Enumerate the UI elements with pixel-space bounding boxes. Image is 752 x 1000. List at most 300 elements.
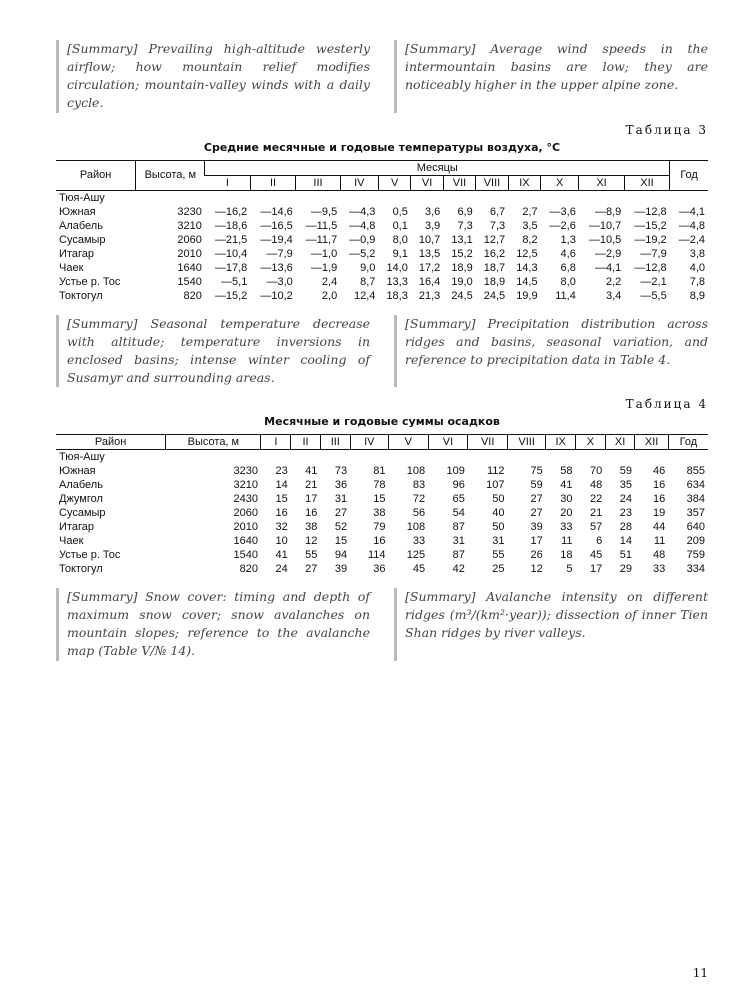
row-value: 12 <box>530 563 543 575</box>
row-value <box>378 190 410 205</box>
row-value: —2,1 <box>640 275 667 288</box>
row-value: 56 <box>412 507 426 519</box>
row-year <box>670 190 708 205</box>
table3-month-header: XI <box>579 175 624 190</box>
row-value: 25 <box>492 563 505 575</box>
table4-header-year: Год <box>668 435 708 450</box>
row-value: —15,2 <box>634 219 667 232</box>
row-value: —12,8 <box>634 205 667 218</box>
row-region: Алабель <box>59 219 103 232</box>
row-height: 2060 <box>233 507 258 519</box>
row-value: —10,7 <box>588 219 622 232</box>
row-value: 96 <box>452 479 465 491</box>
row-value: 38 <box>305 521 318 533</box>
row-value: 1,3 <box>560 233 576 246</box>
row-value <box>443 190 475 205</box>
row-year <box>668 450 708 465</box>
row-value: 6,8 <box>560 261 576 274</box>
row-height: 1640 <box>233 535 258 547</box>
table4-month-header: VIII <box>508 435 546 450</box>
row-value: —3,6 <box>549 205 576 218</box>
row-value: 6,7 <box>489 205 506 218</box>
row-value: 6 <box>596 535 603 547</box>
row-value: 81 <box>373 465 386 477</box>
row-value: —8,9 <box>594 205 622 218</box>
row-value: 16 <box>275 507 288 519</box>
table-row <box>56 534 708 548</box>
row-value: 18,9 <box>451 261 473 274</box>
row-value: 79 <box>373 521 386 533</box>
table4-header-region: Район <box>56 435 166 450</box>
row-value: 41 <box>305 465 318 477</box>
row-value: 125 <box>406 549 426 561</box>
row-value: 18,9 <box>483 275 506 288</box>
row-value: 10 <box>275 535 288 547</box>
row-value: —7,9 <box>640 247 667 260</box>
row-value: 36 <box>334 479 348 491</box>
row-value: 27 <box>530 507 543 519</box>
row-region: Тюя-Ашу <box>59 451 105 463</box>
row-value: 21,3 <box>418 289 441 302</box>
row-region: Токтогул <box>59 289 103 302</box>
row-value: 107 <box>486 479 505 491</box>
row-height: 820 <box>239 563 258 575</box>
row-height: 3210 <box>233 479 258 491</box>
row-value: 0,1 <box>392 219 408 232</box>
row-value <box>605 450 635 465</box>
top-left-summary: [Summary] Prevailing high-altitude westerly airflow; how mountain relief modifies circulation; mountain-valley winds with a daily cycle. <box>56 40 370 113</box>
row-value: 52 <box>334 521 348 533</box>
table3-month-header: IV <box>340 175 378 190</box>
row-value: 57 <box>589 521 603 533</box>
row-value: 4,6 <box>560 247 576 260</box>
row-height <box>136 190 205 205</box>
row-value: 70 <box>589 465 603 477</box>
row-value <box>546 450 576 465</box>
row-value: 83 <box>412 479 426 491</box>
table4-month-header: IV <box>350 435 388 450</box>
row-value <box>541 190 579 205</box>
row-value: 109 <box>446 465 465 477</box>
table3-month-header: V <box>378 175 410 190</box>
row-value <box>261 450 291 465</box>
row-height: 3230 <box>233 465 258 477</box>
table-row <box>56 205 708 219</box>
middle-text-columns <box>56 315 708 388</box>
row-value: 24 <box>619 493 632 505</box>
row-value: 30 <box>560 493 573 505</box>
row-value <box>476 190 508 205</box>
row-value: —10,5 <box>588 233 622 246</box>
table3-month-header: VIII <box>476 175 508 190</box>
table3-month-header: I <box>205 175 250 190</box>
table3-header-months: Месяцы <box>205 160 670 175</box>
row-value: 87 <box>452 521 465 533</box>
row-value: —16,5 <box>260 219 293 232</box>
row-value: 50 <box>492 521 505 533</box>
table4-month-header: I <box>261 435 291 450</box>
row-value: 15,2 <box>451 247 473 260</box>
row-value: 38 <box>373 507 386 519</box>
row-value: 16 <box>373 535 386 547</box>
row-value: —0,9 <box>349 233 376 246</box>
row-value: 13,5 <box>418 247 441 260</box>
row-value <box>508 190 540 205</box>
row-value: 17 <box>530 535 543 547</box>
row-region: Джумгол <box>59 493 103 505</box>
row-value: 19,0 <box>451 275 473 288</box>
row-value: 11 <box>561 535 573 547</box>
top-text-columns <box>56 40 708 113</box>
table3-month-header: VI <box>411 175 443 190</box>
row-value: —18,6 <box>214 219 248 232</box>
row-value <box>624 190 669 205</box>
row-value: —16,2 <box>214 205 248 218</box>
row-value: —13,6 <box>260 261 293 274</box>
row-value: —21,5 <box>214 233 248 246</box>
row-value: 114 <box>367 549 386 561</box>
row-value: 18,7 <box>483 261 506 274</box>
row-value: —19,4 <box>260 233 293 246</box>
row-region: Чаек <box>59 535 84 547</box>
row-year: 209 <box>686 535 705 547</box>
precipitation-table <box>56 434 708 576</box>
row-value: 15 <box>373 493 386 505</box>
temperature-table <box>56 160 708 303</box>
row-value: 32 <box>275 521 288 533</box>
row-value: 42 <box>452 563 465 575</box>
row-region: Алабель <box>59 479 103 491</box>
table4-month-header: XII <box>635 435 668 450</box>
row-region: Итагар <box>59 247 94 260</box>
row-value: 0,5 <box>392 205 408 218</box>
row-value: —7,9 <box>266 247 293 260</box>
row-year: 855 <box>686 465 705 477</box>
row-height: 1540 <box>177 275 202 288</box>
table4-month-header: IX <box>546 435 576 450</box>
row-region: Токтогул <box>59 563 103 575</box>
row-height <box>166 450 261 465</box>
table-row <box>56 219 708 233</box>
row-value: —11,7 <box>305 233 338 246</box>
row-value: 2,4 <box>321 275 338 288</box>
row-value: 45 <box>589 549 603 561</box>
row-value: 23 <box>275 465 288 477</box>
row-value: 14,5 <box>516 275 538 288</box>
row-value <box>428 450 468 465</box>
row-value <box>340 190 378 205</box>
table-row <box>56 247 708 261</box>
table-row <box>56 261 708 275</box>
row-value: 6,9 <box>457 205 473 218</box>
row-value: 87 <box>452 549 465 561</box>
row-value: 9,0 <box>360 261 376 274</box>
row-year: 384 <box>686 493 705 505</box>
row-year: 334 <box>686 563 705 575</box>
table-row <box>56 520 708 534</box>
table4-month-header: V <box>388 435 428 450</box>
row-value <box>205 190 250 205</box>
row-value <box>320 450 350 465</box>
row-height: 3230 <box>177 205 202 218</box>
bottom-text-columns <box>56 588 708 661</box>
row-value: 48 <box>589 479 603 491</box>
row-height: 3210 <box>177 219 202 232</box>
table-row <box>56 190 708 205</box>
row-value: 12,5 <box>516 247 538 260</box>
row-value: 51 <box>619 549 632 561</box>
table3-month-header: VII <box>443 175 475 190</box>
row-value: 27 <box>305 563 318 575</box>
row-value: 44 <box>653 521 666 533</box>
row-value: 24 <box>275 563 288 575</box>
row-value: 17,2 <box>418 261 441 274</box>
row-year: 634 <box>686 479 705 491</box>
row-value: —4,8 <box>349 219 376 232</box>
row-value: 16,2 <box>483 247 506 260</box>
row-value: 19,9 <box>516 289 538 302</box>
row-value: 7,3 <box>457 219 473 232</box>
row-value: 31 <box>492 535 505 547</box>
row-value: 21 <box>589 507 603 519</box>
row-value: 78 <box>373 479 386 491</box>
row-value: 9,1 <box>392 247 408 260</box>
middle-right-summary: [Summary] Precipitation distribution across ridges and basins, seasonal variation, and reference to precipitation data in Table 4. <box>394 315 708 388</box>
row-region: Южная <box>59 205 96 218</box>
row-value: 16,4 <box>418 275 441 288</box>
row-value: 65 <box>452 493 465 505</box>
row-value: 3,9 <box>425 219 441 232</box>
row-value: 59 <box>619 465 632 477</box>
row-value: 17 <box>589 563 603 575</box>
row-value: —2,6 <box>549 219 576 232</box>
row-year: 4,0 <box>689 261 705 274</box>
row-value: —5,1 <box>221 275 248 288</box>
row-value: 12 <box>305 535 318 547</box>
row-value: 39 <box>530 521 543 533</box>
row-value: —17,8 <box>214 261 248 274</box>
row-year: —4,8 <box>678 219 705 232</box>
row-value: 16 <box>653 479 666 491</box>
table3-month-header: II <box>250 175 295 190</box>
row-value: 50 <box>492 493 505 505</box>
row-region: Сусамыр <box>59 507 106 519</box>
row-region: Сусамыр <box>59 233 106 246</box>
row-value: 8,0 <box>392 233 408 246</box>
row-region: Чаек <box>59 261 84 274</box>
bottom-left-summary: [Summary] Snow cover: timing and depth of maximum snow cover; snow avalanches on mountain slopes; reference to the avalanche map (Table V/№ 14). <box>56 588 370 661</box>
table-row <box>56 464 708 478</box>
row-value: 2,0 <box>321 289 338 302</box>
row-value <box>508 450 546 465</box>
table3-month-header: XII <box>624 175 669 190</box>
row-value: —4,1 <box>594 261 622 274</box>
table-row <box>56 233 708 247</box>
row-height: 2010 <box>177 247 202 260</box>
row-value <box>388 450 428 465</box>
row-value <box>250 190 295 205</box>
row-value: 2,7 <box>522 205 538 218</box>
table3-month-header: X <box>541 175 579 190</box>
row-value: —9,5 <box>310 205 338 218</box>
row-value: 13,1 <box>451 233 473 246</box>
table4-header-height: Высота, м <box>166 435 261 450</box>
row-value: —10,2 <box>260 289 293 302</box>
row-value: —15,2 <box>214 289 248 302</box>
row-value: 8,0 <box>560 275 576 288</box>
row-value: 27 <box>334 507 348 519</box>
row-value: 8,7 <box>360 275 376 288</box>
table4-month-header: VII <box>468 435 508 450</box>
row-value: 94 <box>334 549 348 561</box>
row-value: 14,3 <box>516 261 538 274</box>
row-value: 40 <box>492 507 505 519</box>
row-value: 10,7 <box>418 233 441 246</box>
row-value: —19,2 <box>634 233 667 246</box>
row-value: 108 <box>406 465 426 477</box>
row-year: 640 <box>686 521 705 533</box>
table4-label: Таблица 4 <box>625 397 708 411</box>
row-value: 14 <box>275 479 288 491</box>
row-region: Устье р. Тос <box>59 275 121 288</box>
row-value: 26 <box>530 549 543 561</box>
row-region: Южная <box>59 465 96 477</box>
row-value: 24,5 <box>483 289 506 302</box>
table-row <box>56 548 708 562</box>
row-value <box>635 450 668 465</box>
row-value: 33 <box>560 521 573 533</box>
table4-month-header: X <box>576 435 606 450</box>
row-value <box>350 450 388 465</box>
row-value: 36 <box>373 563 386 575</box>
table3-header-height: Высота, м <box>136 160 205 190</box>
row-value: 31 <box>452 535 465 547</box>
table3-month-header: III <box>296 175 340 190</box>
row-value: 12,4 <box>354 289 376 302</box>
table4-month-header: VI <box>428 435 468 450</box>
table-row <box>56 492 708 506</box>
row-value: 75 <box>530 465 543 477</box>
row-region: Итагар <box>59 521 94 533</box>
row-value: 11 <box>653 535 666 547</box>
row-value: 15 <box>334 535 348 547</box>
table3-title: Средние месячные и годовые температуры воздуха, °C <box>203 140 561 154</box>
row-value: 15 <box>275 493 288 505</box>
row-value: —12,8 <box>634 261 667 274</box>
row-value: 72 <box>412 493 426 505</box>
table-row <box>56 275 708 289</box>
table-row <box>56 506 708 520</box>
row-value <box>579 190 624 205</box>
row-value: 18,3 <box>386 289 408 302</box>
row-value: 14 <box>619 535 632 547</box>
row-value <box>576 450 606 465</box>
row-region: Устье р. Тос <box>59 549 121 561</box>
row-height: 2430 <box>233 493 258 505</box>
row-value: 8,2 <box>522 233 538 246</box>
top-right-summary: [Summary] Average wind speeds in the intermountain basins are low; they are noticeably higher in the upper alpine zone. <box>394 40 708 113</box>
row-value: 3,4 <box>605 289 622 302</box>
row-value: 22 <box>589 493 603 505</box>
row-value: 23 <box>619 507 632 519</box>
row-value: 46 <box>653 465 666 477</box>
row-height: 820 <box>183 289 202 302</box>
row-year: 8,9 <box>689 289 705 302</box>
row-year: 759 <box>686 549 705 561</box>
row-value: 3,6 <box>425 205 441 218</box>
row-year: —2,4 <box>678 233 705 246</box>
row-year: 7,8 <box>689 275 705 288</box>
row-value: 73 <box>334 465 348 477</box>
row-value: 54 <box>452 507 465 519</box>
table-row <box>56 450 708 465</box>
row-value: 112 <box>486 465 505 477</box>
row-value: —1,0 <box>310 247 338 260</box>
row-value: 39 <box>334 563 348 575</box>
row-value: —5,5 <box>640 289 667 302</box>
row-height: 1540 <box>233 549 258 561</box>
row-value: 24,5 <box>451 289 473 302</box>
table-row <box>56 289 708 303</box>
row-value: 59 <box>530 479 543 491</box>
row-value: 58 <box>560 465 573 477</box>
table3-month-header: IX <box>508 175 540 190</box>
row-value: 108 <box>406 521 426 533</box>
row-height: 2060 <box>177 233 202 246</box>
row-value: 17 <box>305 493 318 505</box>
row-year: —4,1 <box>678 205 705 218</box>
row-value: —10,4 <box>214 247 248 260</box>
row-value: —14,6 <box>260 205 293 218</box>
row-value <box>296 190 340 205</box>
row-value: 20 <box>560 507 573 519</box>
row-value: 45 <box>412 563 426 575</box>
row-height: 2010 <box>233 521 258 533</box>
middle-left-summary: [Summary] Seasonal temperature decrease with altitude; temperature inversions in enclosed basins; intense winter cooling of Susamyr and surrounding areas. <box>56 315 370 388</box>
table4-month-header: XI <box>605 435 635 450</box>
row-value: —11,5 <box>305 219 338 232</box>
row-value: 11,4 <box>555 289 576 302</box>
row-value: 12,7 <box>483 233 506 246</box>
row-value: 16 <box>653 493 666 505</box>
table3-header-region: Район <box>56 160 136 190</box>
row-value: 33 <box>412 535 426 547</box>
row-value: 7,3 <box>489 219 506 232</box>
row-year: 3,8 <box>689 247 705 260</box>
row-value <box>291 450 321 465</box>
row-value: —5,2 <box>349 247 376 260</box>
row-value: 48 <box>653 549 666 561</box>
row-year: 357 <box>686 507 705 519</box>
row-value: 21 <box>305 479 318 491</box>
row-value <box>468 450 508 465</box>
row-value: 14,0 <box>386 261 408 274</box>
row-value: 41 <box>275 549 288 561</box>
row-value: 27 <box>530 493 543 505</box>
row-value: 18 <box>560 549 573 561</box>
table3-header-year: Год <box>670 160 708 190</box>
table4-month-header: II <box>291 435 321 450</box>
row-value: 41 <box>560 479 573 491</box>
table-row <box>56 478 708 492</box>
row-height: 1640 <box>177 261 202 274</box>
table-row <box>56 562 708 576</box>
table4-month-header: III <box>320 435 350 450</box>
row-value: 55 <box>305 549 318 561</box>
row-value: 55 <box>492 549 505 561</box>
row-value: 2,2 <box>605 275 622 288</box>
row-value: 16 <box>305 507 318 519</box>
